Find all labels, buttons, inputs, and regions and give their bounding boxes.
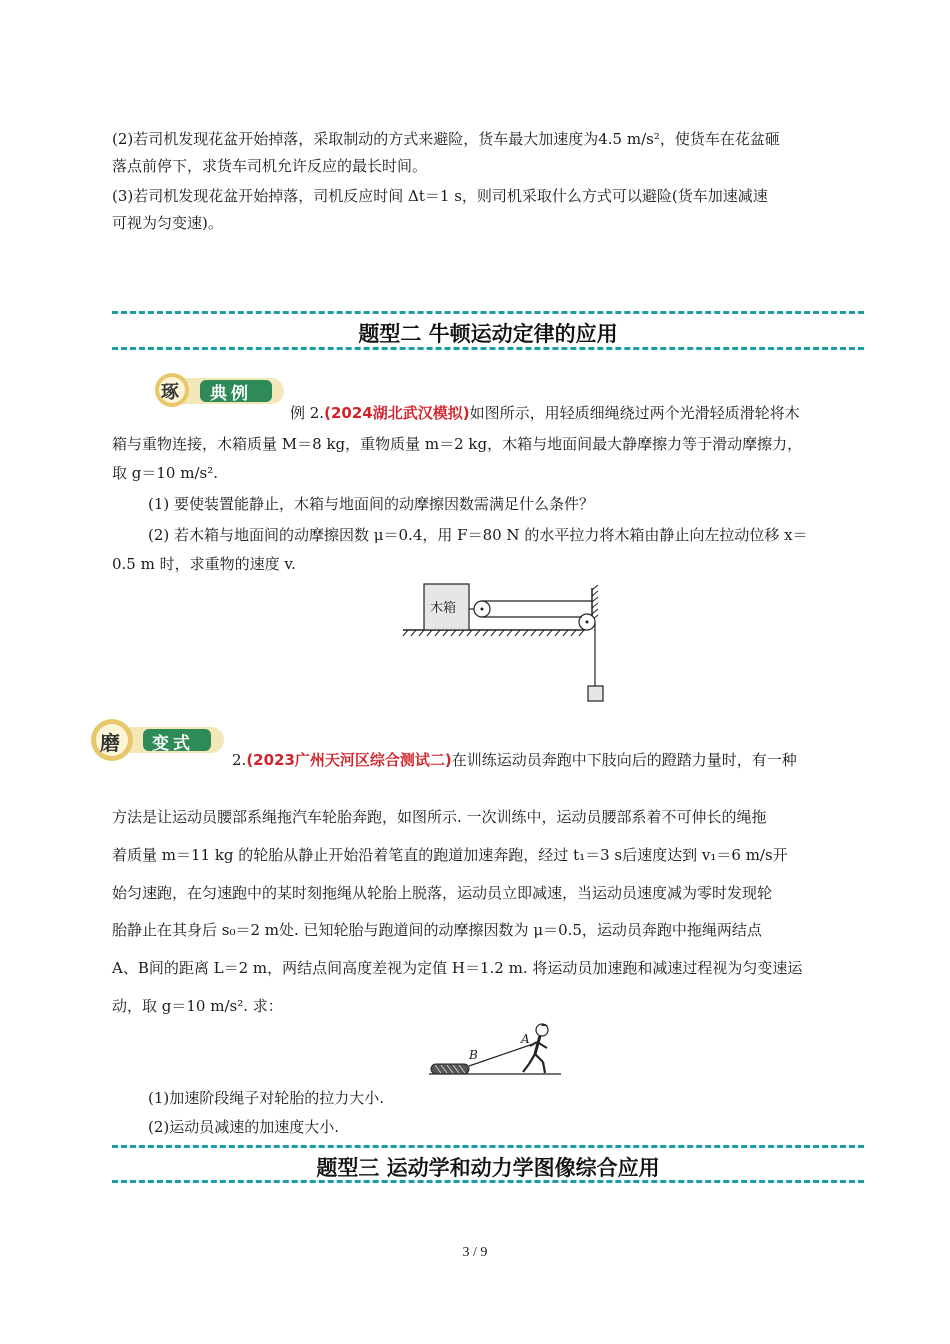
variant-line1 — [232, 749, 797, 770]
example-line3: 取 g＝10 m/s². — [112, 464, 218, 482]
label-b: B — [469, 1048, 478, 1062]
example-badge — [148, 372, 288, 408]
example-line2: 箱与重物连接，木箱质量 M＝8 kg，重物质量 m＝2 kg，木箱与地面间最大静摩擦力等于滑动摩擦力， — [112, 435, 803, 453]
variant-line1-rest: 在训练运动员奔跑中下肢向后的蹬踏力量时，有一种 — [451, 751, 797, 769]
example-number: 例 2. — [290, 404, 325, 422]
variant-line2: 方法是让运动员腰部系绳拖汽车轮胎奔跑，如图所示. 一次训练中，运动员腰部系着不可伸长的绳拖 — [112, 808, 767, 826]
variant-badge-label: 变式 — [152, 734, 194, 754]
example-source: (2024湖北武汉模拟) — [324, 404, 470, 422]
section3-divider-top — [112, 1145, 864, 1148]
pulley-figure — [400, 582, 610, 707]
section2-title: 题型二 牛顿运动定律的应用 — [358, 322, 618, 346]
example-q1: (1) 要使装置能静止，木箱与地面间的动摩擦因数需满足什么条件？ — [148, 495, 595, 513]
example-q2-line2: 0.5 m 时，求重物的速度 v. — [112, 555, 296, 573]
label-a: A — [521, 1032, 530, 1046]
section-divider-bottom — [112, 347, 864, 350]
variant-badge — [88, 718, 228, 762]
box-label: 木箱 — [430, 601, 457, 616]
runner-figure — [425, 1022, 565, 1080]
example-line1 — [290, 402, 800, 423]
variant-line4: 始匀速跑，在匀速跑中的某时刻拖绳从轮胎上脱落，运动员立即减速，当运动员速度减为零时发现轮 — [112, 884, 773, 902]
problem1-q3-line1: (3)若司机发现花盆开始掉落，司机反应时间 Δt＝1 s，则司机采取什么方式可以避险(货车加速减速 — [112, 187, 768, 205]
problem1-q2-line2: 落点前停下，求货车司机允许反应的最长时间。 — [112, 157, 428, 175]
problem1-q2-line1: (2)若司机发现花盆开始掉落，采取制动的方式来避险，货车最大加速度为4.5 m/s²，使货车在花盆砸 — [112, 130, 780, 148]
variant-number: 2. — [232, 751, 247, 769]
variant-q2: (2)运动员减速的加速度大小. — [148, 1118, 340, 1136]
variant-q1: (1)加速阶段绳子对轮胎的拉力大小. — [148, 1089, 385, 1107]
variant-source: (2023广州天河区综合测试二) — [246, 751, 452, 769]
section-divider-top — [112, 311, 864, 314]
section3-divider-bottom — [112, 1180, 864, 1183]
example-q2-line1: (2) 若木箱与地面间的动摩擦因数 μ＝0.4，用 F＝80 N 的水平拉力将木箱由静止向左拉动位移 x＝ — [148, 526, 808, 544]
variant-line7: 动，取 g＝10 m/s². 求： — [112, 997, 283, 1015]
problem1-q3-line2: 可视为匀变速)。 — [112, 214, 223, 232]
page-number: 3 / 9 — [462, 1245, 488, 1260]
example-badge-label: 典例 — [210, 384, 252, 404]
example-line1-rest: 如图所示，用轻质细绳绕过两个光滑轻质滑轮将木 — [469, 404, 800, 422]
variant-badge-circle-text: 磨 — [100, 731, 120, 755]
variant-line3: 着质量 m＝11 kg 的轮胎从静止开始沿着笔直的跑道加速奔跑，经过 t₁＝3 s后速度达到 v₁＝6 m/s开 — [112, 846, 788, 864]
example-badge-circle-text: 琢 — [161, 382, 179, 403]
variant-line6: A、B间的距离 L＝2 m，两结点间高度差视为定值 H＝1.2 m. 将运动员加速跑和减速过程视为匀变速运 — [112, 959, 803, 977]
variant-line5: 胎静止在其身后 s₀＝2 m处. 已知轮胎与跑道间的动摩擦因数为 μ＝0.5，运动员奔跑中拖绳两结点 — [112, 921, 762, 939]
section3-title: 题型三 运动学和动力学图像综合应用 — [316, 1156, 660, 1180]
